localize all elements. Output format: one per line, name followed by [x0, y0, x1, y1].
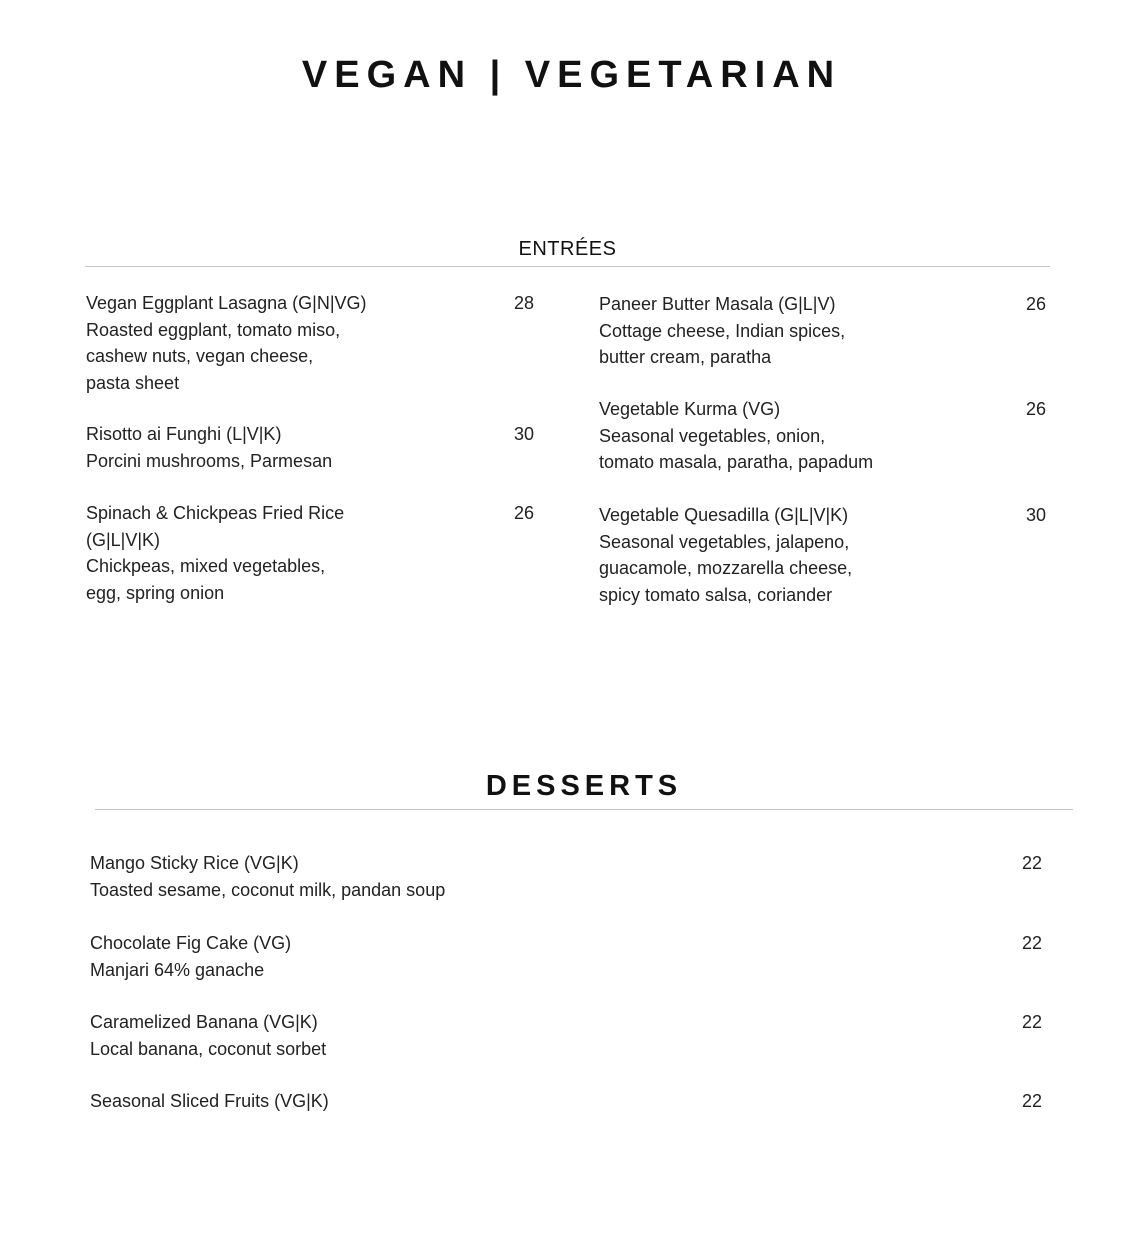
- menu-item: [86, 290, 486, 396]
- item-price: 30: [1025, 505, 1046, 525]
- item-description: Local banana, coconut sorbet: [90, 1038, 327, 1059]
- item-description: Seasonal vegetables, onion, tomato masala, paratha, papadum: [599, 425, 874, 472]
- menu-item: [86, 421, 486, 474]
- entrees-heading: ENTRÉES: [518, 238, 617, 260]
- menu-item: [90, 850, 790, 903]
- page-title: VEGAN | VEGETARIAN: [301, 54, 842, 96]
- item-name: Paneer Butter Masala (G|L|V): [599, 294, 836, 314]
- item-description: Roasted eggplant, tomato miso, cashew nuts, vegan cheese, pasta sheet: [86, 319, 341, 393]
- desserts-divider: [95, 809, 1073, 810]
- item-description: Manjari 64% ganache: [90, 959, 265, 980]
- item-description: Porcini mushrooms, Parmesan: [86, 450, 333, 471]
- menu-item: [599, 291, 999, 371]
- item-description: Toasted sesame, coconut milk, pandan soup: [90, 879, 446, 900]
- menu-item: [90, 1009, 790, 1062]
- item-name: Risotto ai Funghi (L|V|K): [86, 424, 282, 444]
- item-price: 26: [1025, 294, 1046, 314]
- item-price: 26: [1025, 399, 1046, 419]
- menu-item: [599, 502, 999, 608]
- menu-item: [86, 500, 486, 606]
- menu-item: [599, 396, 999, 476]
- entrees-divider: [85, 266, 1050, 267]
- menu-item: [90, 1088, 790, 1115]
- item-price: 22: [1021, 1012, 1042, 1032]
- item-name: Mango Sticky Rice (VG|K): [90, 853, 299, 873]
- item-price: 26: [513, 503, 534, 523]
- item-name: Chocolate Fig Cake (VG): [90, 933, 292, 953]
- item-name: Seasonal Sliced Fruits (VG|K): [90, 1091, 329, 1111]
- item-price: 22: [1021, 933, 1042, 953]
- item-price: 28: [513, 293, 534, 313]
- item-price: 30: [513, 424, 534, 444]
- desserts-heading: DESSERTS: [485, 770, 683, 802]
- item-price: 22: [1021, 853, 1042, 873]
- item-name: Vegan Eggplant Lasagna (G|N|VG): [86, 293, 367, 313]
- item-name: Caramelized Banana (VG|K): [90, 1012, 318, 1032]
- item-name: Vegetable Kurma (VG): [599, 399, 781, 419]
- item-description: Cottage cheese, Indian spices, butter cream, paratha: [599, 320, 846, 367]
- item-price: 22: [1021, 1091, 1042, 1111]
- item-description: Seasonal vegetables, jalapeno, guacamole, mozzarella cheese, spicy tomato salsa, coriander: [599, 531, 853, 605]
- item-name: Spinach & Chickpeas Fried Rice (G|L|V|K): [86, 503, 345, 550]
- menu-item: [90, 930, 790, 983]
- item-name: Vegetable Quesadilla (G|L|V|K): [599, 505, 849, 525]
- item-description: Chickpeas, mixed vegetables, egg, spring onion: [86, 556, 326, 603]
